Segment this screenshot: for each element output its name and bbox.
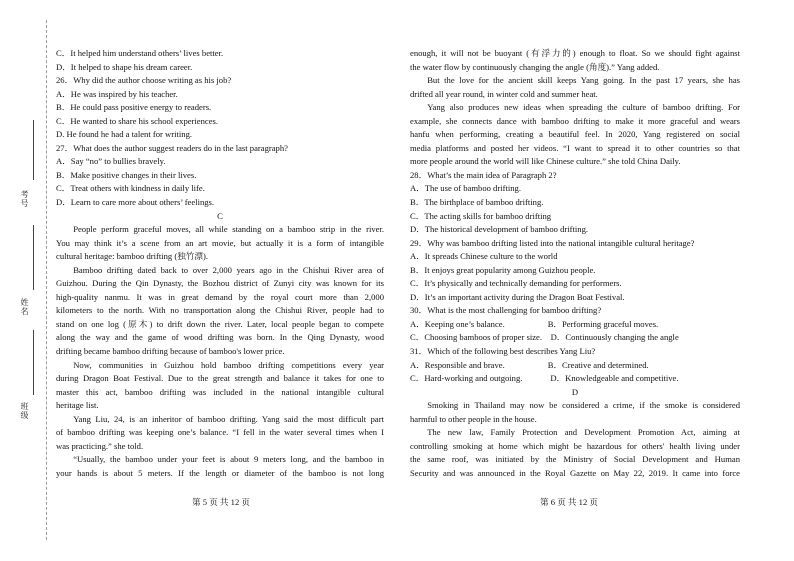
passage-line: example, she connects dance with bamboo drifting to make it more graceful and wears bbox=[410, 115, 740, 126]
class-label: 班级 bbox=[20, 402, 29, 420]
text-line: D．It helped to shape his dream career. bbox=[56, 61, 193, 72]
option-pair: A．Keeping one’s balance. B．Performing graceful moves. bbox=[410, 318, 659, 329]
passage-line: But the love for the ancient skill keeps Yang going. In the past 17 years, she has bbox=[427, 75, 740, 86]
passage-line: Guizhou. During the Qin Dynasty, the Bozhou district of Zunyi city was known for its bbox=[56, 278, 384, 289]
passage-line: during Dragon Boat Festival. Due to the great strength and balance it takes for one to bbox=[56, 373, 384, 384]
exam-no-label: 考号 bbox=[20, 190, 29, 208]
passage-line: Now, communities in Guizhou hold bamboo drifting competitions every year bbox=[73, 359, 384, 370]
passage-line: hanfu when performing, creating a beautiful feel. In 2020, Yang registered on social bbox=[410, 129, 740, 140]
question: 29．Why was bamboo drifting listed into the national intangible cultural heritage? bbox=[410, 237, 695, 248]
passage-line: drifting became bamboo drifting because of bamboo's lower price. bbox=[56, 346, 285, 357]
option: C．Treat others with kindness in daily life. bbox=[56, 183, 205, 194]
passage-line: the same roof, was initiated by the Ministry of Social Development and Human bbox=[410, 454, 740, 465]
page-number-left: 第 5 页 共 12 页 bbox=[192, 497, 251, 507]
class-line bbox=[33, 330, 34, 395]
passage-line: harmful to other people in the house. bbox=[410, 413, 537, 424]
binding-margin bbox=[0, 0, 52, 561]
option: A．It spreads Chinese culture to the world bbox=[410, 251, 558, 262]
passage-line: more people around the world will like Chinese culture.” she told China Daily. bbox=[410, 156, 681, 167]
passage-line: Yang Liu, 24, is an inheritor of bamboo drifting. Yang said the most difficult part bbox=[73, 413, 384, 424]
passage-line: enough, it will not be buoyant (有浮力的) enough to float. So we should fight against bbox=[410, 48, 740, 58]
option: B．It enjoys great popularity among Guizhou people. bbox=[410, 264, 596, 275]
option: D．Learn to care more about others’ feelings. bbox=[56, 197, 215, 208]
passage-line: kilometers to the north. With no transportation along the Chishui River, people had to bbox=[56, 305, 384, 316]
passage-line: You may think it’s a scene from an art movie, but actually it is a form of intangible bbox=[56, 237, 384, 248]
passage-line: drifted all year round, in winter cold and summer heat. bbox=[410, 88, 598, 99]
passage-line: The new law, Family Protection and Development Promotion Act, aiming at bbox=[427, 427, 740, 438]
passage-line: People perform graceful moves, all while standing on a bamboo strip in the river. bbox=[73, 224, 384, 235]
passage-line: of bamboo drifting was keeping one’s balance. “I fell in the water several times when I bbox=[56, 427, 384, 438]
text-line: C．It helped him understand others’ lives better. bbox=[56, 48, 224, 58]
question: 30．What is the most challenging for bamboo drifting? bbox=[410, 305, 602, 316]
option: D．The historical development of bamboo drifting. bbox=[410, 224, 589, 235]
option: B．The birthplace of bamboo drifting. bbox=[410, 197, 544, 208]
name-line bbox=[33, 225, 34, 290]
passage-line: stand on one log (原木) to drift down the river. Later, local people began to compete bbox=[56, 318, 384, 329]
passage-line: “Usually, the bamboo under your feet is about 9 meters long, and the bamboo in bbox=[73, 454, 384, 465]
option: A．Say “no” to bullies bravely. bbox=[56, 156, 166, 167]
passage-line: master this act, bamboo drifting was included in the national intangible cultural bbox=[56, 386, 384, 397]
question: 26．Why did the author choose writing as his job? bbox=[56, 75, 232, 86]
page-number-right: 第 6 页 共 12 页 bbox=[540, 497, 599, 507]
passage-line: was practicing.” she told. bbox=[56, 440, 144, 451]
option-pair: A．Responsible and brave. B．Creative and determined. bbox=[410, 359, 649, 370]
passage-line: your hands is about 5 meters. If the length or diameter of the bamboo is not long bbox=[56, 467, 384, 478]
passage-line: heritage list. bbox=[56, 400, 99, 411]
option: A．He was inspired by his teacher. bbox=[56, 88, 178, 99]
exam-no-line bbox=[33, 120, 34, 180]
section-heading: D bbox=[571, 386, 579, 397]
option: B．He could pass positive energy to readers. bbox=[56, 102, 212, 113]
binding-dashed-line bbox=[46, 20, 47, 540]
passage-line: media platforms and posted her videos. “I want to spread it to other countries so that bbox=[410, 142, 740, 153]
passage-line: high-quality nanmu. It was in great demand by the royal court more than 2,000 bbox=[56, 291, 384, 302]
option-pair: C．Choosing bamboos of proper size. D．Continuously changing the angle bbox=[410, 332, 679, 343]
name-label: 姓名 bbox=[20, 298, 29, 316]
option: A．The use of bamboo drifting. bbox=[410, 183, 521, 194]
passage-line: Security and was announced in the Royal Gazette on May 22, 2019. It came into force bbox=[410, 467, 740, 478]
left-column bbox=[56, 47, 384, 481]
option: D．It’s an important activity during the Dragon Boat Festival. bbox=[410, 291, 625, 302]
passage-line: cultural heritage: bamboo drifting (独竹漂). bbox=[56, 251, 209, 262]
option-pair: C．Hard-working and outgoing. D．Knowledgeable and competitive. bbox=[410, 373, 679, 384]
section-heading: C bbox=[217, 210, 223, 221]
option: C．It’s physically and technically demanding for performers. bbox=[410, 278, 622, 289]
right-column bbox=[410, 47, 740, 481]
question: 28．What’s the main idea of Paragraph 2? bbox=[410, 169, 557, 180]
option: B．Make positive changes in their lives. bbox=[56, 169, 197, 180]
passage-line: controlling smoking at home which might be hazardous for others' health living under bbox=[410, 440, 740, 451]
option: C．He wanted to share his school experiences. bbox=[56, 115, 219, 126]
question: 27．What does the author suggest readers do in the last paragraph? bbox=[56, 142, 288, 153]
passage-line: along the way and the game of wood drifting was born. In the Qing Dynasty, wood bbox=[56, 332, 384, 343]
passage-line: the water flow by continuously changing the angle (角度).” Yang added. bbox=[410, 61, 660, 72]
question: 31．Which of the following best describes Yang Liu? bbox=[410, 346, 596, 357]
option: D. He found he had a talent for writing. bbox=[56, 129, 193, 140]
passage-line: Smoking in Thailand may now be considered a crime, if the smoke is considered bbox=[427, 400, 740, 411]
passage-line: Yang also produces new ideas when spreading the culture of bamboo drifting. For bbox=[427, 102, 740, 113]
passage-line: Bamboo drifting dated back to over 2,000 years ago in the Chishui River area of bbox=[73, 264, 384, 275]
option: C．The acting skills for bamboo drifting bbox=[410, 210, 552, 221]
